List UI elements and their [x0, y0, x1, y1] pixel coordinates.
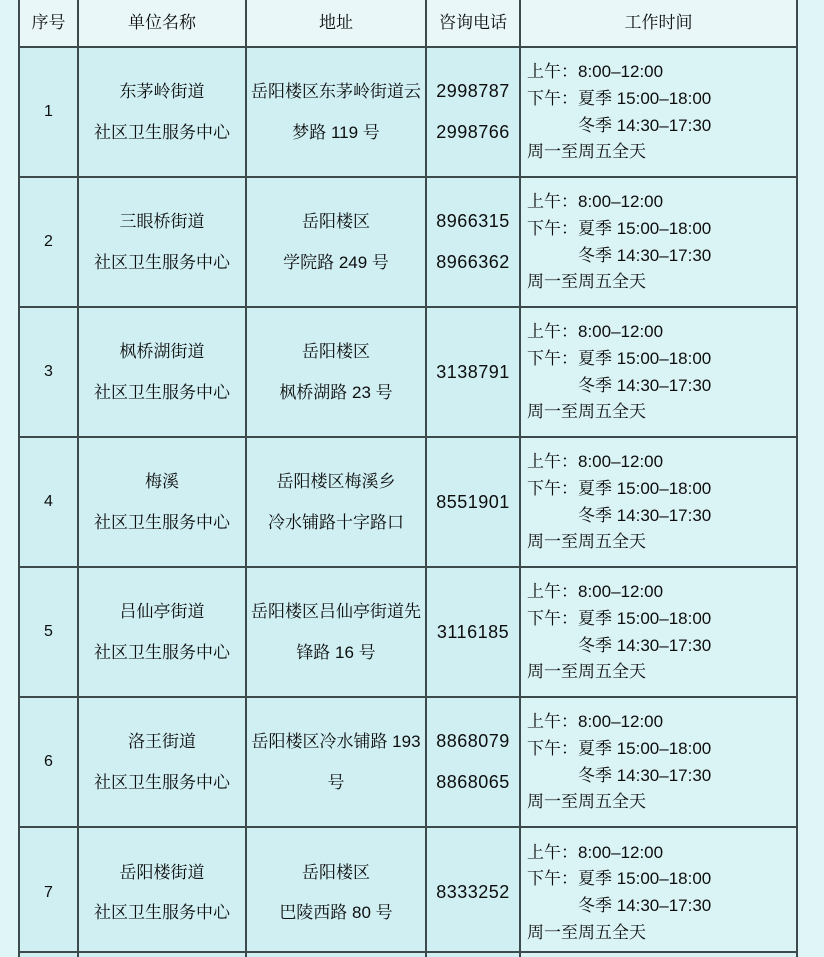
address-line: 岳阳楼区	[302, 342, 370, 362]
address-line: 岳阳楼区吕仙亭街道先	[251, 602, 421, 622]
hours-cell	[521, 828, 798, 957]
address-line: 岳阳楼区东茅岭街道云	[251, 82, 421, 102]
hours-line: 周一至周五全天	[527, 923, 646, 943]
hours-line: 下午：夏季 15:00–18:00	[527, 89, 712, 109]
row-number-cell: 7	[20, 828, 79, 957]
address-line: 梦路 119 号	[292, 122, 380, 142]
unit-name-cell	[79, 828, 247, 957]
unit-name-line: 岳阳楼街道	[119, 862, 205, 882]
phone-cell	[427, 698, 521, 828]
address-line: 枫桥湖路 23 号	[279, 382, 393, 402]
hours-line: 冬季 14:30–17:30	[578, 505, 712, 525]
hours-cell	[521, 698, 798, 828]
phone-cell	[427, 308, 521, 438]
hours-line: 上午：8:00–12:00	[527, 62, 664, 82]
hours-line: 周一至周五全天	[527, 792, 646, 812]
phone-cell	[427, 178, 521, 308]
row-number-cell: 5	[20, 568, 79, 698]
address-cell	[247, 48, 427, 178]
column-header-unit-name: 单位名称	[79, 0, 247, 48]
address-cell	[247, 308, 427, 438]
address-line: 号	[327, 772, 345, 792]
address-line: 巴陵西路 80 号	[279, 903, 393, 923]
unit-name-line: 社区卫生服务中心	[94, 642, 230, 662]
unit-name-cell	[79, 568, 247, 698]
hours-line: 周一至周五全天	[527, 142, 646, 162]
unit-name-line: 三眼桥街道	[119, 212, 205, 232]
unit-name-cell	[79, 698, 247, 828]
hours-line: 周一至周五全天	[527, 272, 646, 292]
hours-line: 冬季 14:30–17:30	[578, 375, 712, 395]
address-line: 岳阳楼区冷水铺路 193	[251, 732, 421, 752]
phone-number: 8966362	[436, 252, 510, 273]
hours-line: 下午：夏季 15:00–18:00	[527, 869, 712, 889]
hours-cell	[521, 308, 798, 438]
row-number-cell: 4	[20, 438, 79, 568]
table-bottom-rule	[18, 951, 798, 953]
unit-name-cell	[79, 438, 247, 568]
hours-line: 下午：夏季 15:00–18:00	[527, 219, 712, 239]
hours-line: 下午：夏季 15:00–18:00	[527, 609, 712, 629]
hours-line: 冬季 14:30–17:30	[578, 115, 712, 135]
column-header-address: 地址	[247, 0, 427, 48]
address-line: 岳阳楼区	[302, 862, 370, 882]
hours-line: 冬季 14:30–17:30	[578, 765, 712, 785]
hours-cell	[521, 438, 798, 568]
phone-cell	[427, 438, 521, 568]
phone-number: 3116185	[436, 621, 510, 642]
address-cell	[247, 438, 427, 568]
phone-cell	[427, 828, 521, 957]
hours-line: 冬季 14:30–17:30	[578, 896, 712, 916]
unit-name-line: 社区卫生服务中心	[94, 512, 230, 532]
phone-number: 8551901	[436, 491, 510, 512]
row-number-cell: 2	[20, 178, 79, 308]
address-line: 学院路 249 号	[283, 252, 389, 272]
hours-line: 上午：8:00–12:00	[527, 842, 664, 862]
hours-cell	[521, 178, 798, 308]
phone-number: 3138791	[436, 361, 510, 382]
column-header-phone: 咨询电话	[427, 0, 521, 48]
hours-line: 上午：8:00–12:00	[527, 452, 664, 472]
phone-number: 8868065	[436, 772, 510, 793]
unit-name-line: 东茅岭街道	[119, 82, 205, 102]
hours-line: 上午：8:00–12:00	[527, 712, 664, 732]
unit-name-cell	[79, 48, 247, 178]
address-line: 锋路 16 号	[296, 642, 376, 662]
hours-line: 冬季 14:30–17:30	[578, 635, 712, 655]
unit-name-line: 社区卫生服务中心	[94, 252, 230, 272]
address-cell	[247, 178, 427, 308]
hours-line: 上午：8:00–12:00	[527, 192, 664, 212]
phone-cell	[427, 568, 521, 698]
phone-number: 2998766	[436, 122, 510, 143]
unit-name-line: 吕仙亭街道	[119, 602, 205, 622]
hours-line: 下午：夏季 15:00–18:00	[527, 349, 712, 369]
row-number-cell: 6	[20, 698, 79, 828]
row-number-cell: 3	[20, 308, 79, 438]
address-line: 岳阳楼区梅溪乡	[276, 472, 396, 492]
unit-name-line: 枫桥湖街道	[119, 342, 205, 362]
unit-name-line: 社区卫生服务中心	[94, 772, 230, 792]
phone-number: 8333252	[436, 882, 510, 903]
hours-line: 冬季 14:30–17:30	[578, 245, 712, 265]
hours-line: 周一至周五全天	[527, 532, 646, 552]
unit-name-line: 社区卫生服务中心	[94, 382, 230, 402]
phone-number: 8868079	[436, 731, 510, 752]
address-line: 冷水铺路十字路口	[268, 512, 404, 532]
unit-name-line: 洛王街道	[128, 732, 196, 752]
column-header-index: 序号	[20, 0, 79, 48]
hours-line: 下午：夏季 15:00–18:00	[527, 739, 712, 759]
hours-line: 上午：8:00–12:00	[527, 322, 664, 342]
unit-name-line: 梅溪	[145, 472, 179, 492]
unit-name-line: 社区卫生服务中心	[94, 122, 230, 142]
address-cell	[247, 568, 427, 698]
hours-line: 周一至周五全天	[527, 402, 646, 422]
hours-line: 上午：8:00–12:00	[527, 582, 664, 602]
row-number-cell: 1	[20, 48, 79, 178]
unit-name-line: 社区卫生服务中心	[94, 903, 230, 923]
phone-cell	[427, 48, 521, 178]
hours-cell	[521, 48, 798, 178]
phone-number: 2998787	[436, 81, 510, 102]
unit-name-cell	[79, 308, 247, 438]
hours-cell	[521, 568, 798, 698]
address-line: 岳阳楼区	[302, 212, 370, 232]
hours-line: 下午：夏季 15:00–18:00	[527, 479, 712, 499]
unit-name-cell	[79, 178, 247, 308]
health-centers-table	[18, 0, 798, 957]
phone-number: 8966315	[436, 211, 510, 232]
address-cell	[247, 698, 427, 828]
address-cell	[247, 828, 427, 957]
hours-line: 周一至周五全天	[527, 662, 646, 682]
column-header-hours: 工作时间	[521, 0, 798, 48]
